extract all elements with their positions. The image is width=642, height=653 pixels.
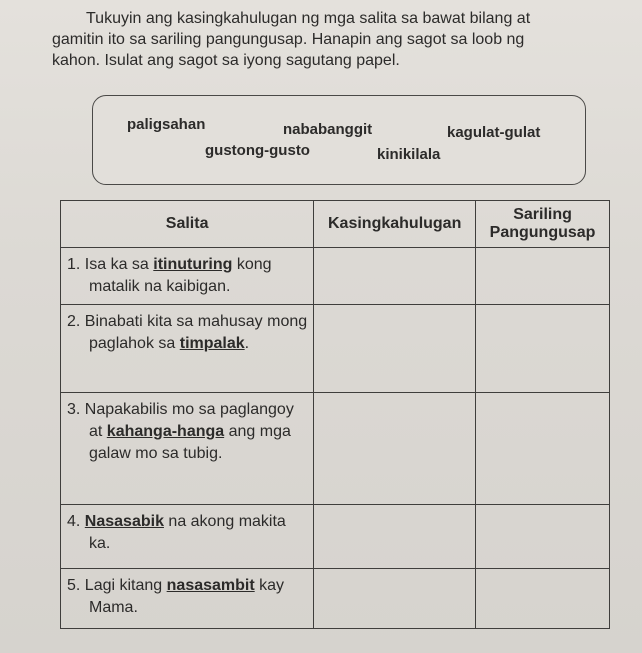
vocabulary-table <box>60 200 610 629</box>
salita-cell <box>61 569 314 629</box>
instruction-line-3: kahon. Isulat ang sagot sa iyong sagutang papel. <box>52 52 400 69</box>
salita-cell <box>61 248 314 305</box>
table-row <box>61 393 610 505</box>
word-bank-item: kagulat-gulat <box>447 124 541 141</box>
header-sariling-pangungusap: Sariling Pangungusap <box>476 201 610 248</box>
item-text-before: Isa ka sa <box>84 256 154 273</box>
item-text-before: Napakabilis mo sa paglangoy at <box>84 401 294 440</box>
item-number: 2. <box>67 313 81 330</box>
item-number: 4. <box>67 513 81 530</box>
item-text-after: ang mga galaw mo sa tubig. <box>89 423 291 462</box>
sariling-pangungusap-answer-cell[interactable] <box>476 393 610 505</box>
sariling-pangungusap-answer-cell[interactable] <box>476 248 610 305</box>
item-number: 5. <box>67 577 81 594</box>
kasingkahulugan-answer-cell[interactable] <box>314 305 476 393</box>
salita-cell <box>61 305 314 393</box>
instruction-line-1: Tukuyin ang kasingkahulugan ng mga salita sa bawat bilang at <box>86 10 531 27</box>
kasingkahulugan-answer-cell[interactable] <box>314 505 476 569</box>
item-text-after: . <box>244 335 250 352</box>
word-bank-box <box>92 95 586 185</box>
instructions <box>52 8 612 71</box>
word-bank-item: nababanggit <box>283 121 373 138</box>
target-word: nasasambit <box>166 577 255 594</box>
header-salita: Salita <box>61 201 314 248</box>
kasingkahulugan-answer-cell[interactable] <box>314 569 476 629</box>
sariling-pangungusap-answer-cell[interactable] <box>476 569 610 629</box>
word-bank-item: paligsahan <box>127 116 206 133</box>
salita-cell <box>61 505 314 569</box>
item-text-before: Lagi kitang <box>84 577 167 594</box>
item-text-after: kong matalik na kaibigan. <box>89 256 272 295</box>
header-kasingkahulugan: Kasingkahulugan <box>314 201 476 248</box>
table-header-row <box>61 201 610 248</box>
kasingkahulugan-answer-cell[interactable] <box>314 248 476 305</box>
salita-cell <box>61 393 314 505</box>
item-text-before: Binabati kita sa mahusay mong paglahok sa <box>84 313 308 352</box>
item-number: 1. <box>67 256 81 273</box>
word-bank-item: kinikilala <box>377 146 441 163</box>
target-word: Nasasabik <box>84 513 164 530</box>
instruction-line-2: gamitin ito sa sariling pangungusap. Hanapin ang sagot sa loob ng <box>52 31 525 48</box>
table-row <box>61 248 610 305</box>
target-word: kahanga-hanga <box>106 423 225 440</box>
table-row <box>61 569 610 629</box>
word-bank-item: gustong-gusto <box>205 142 310 159</box>
table-row <box>61 305 610 393</box>
sariling-pangungusap-answer-cell[interactable] <box>476 305 610 393</box>
target-word: itinuturing <box>153 256 233 273</box>
sariling-pangungusap-answer-cell[interactable] <box>476 505 610 569</box>
item-number: 3. <box>67 401 81 418</box>
kasingkahulugan-answer-cell[interactable] <box>314 393 476 505</box>
item-text-after: na akong makita ka. <box>89 513 286 552</box>
target-word: timpalak <box>179 335 245 352</box>
table-row <box>61 505 610 569</box>
item-text-after: kay Mama. <box>89 577 285 616</box>
